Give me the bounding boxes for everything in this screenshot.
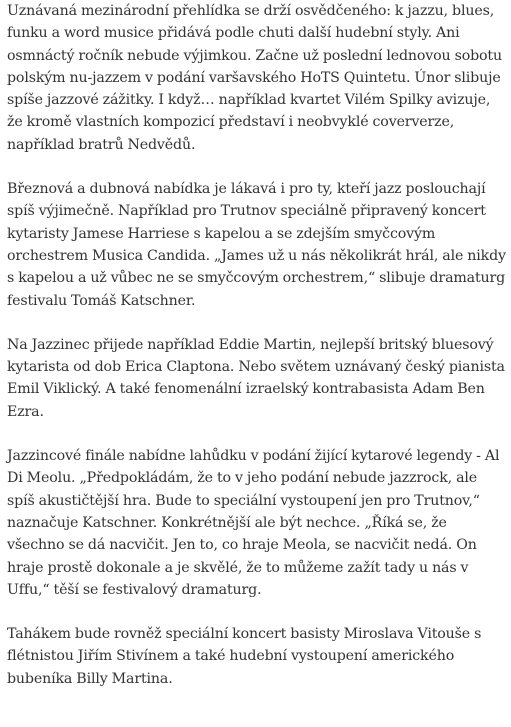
paragraph-intro: Uznávaná mezinárodní přehlídka se drží osvědčeného: k jazzu, blues, funku a word musice přidává podle chuti další hudební styly. Ani osmnáctý ročník nebude výjimkou. Začne už poslední lednovou sobotu polským nu-jazzem v podání varšavského HoTS Quintetu. Únor slibuje spíše jazzové zážitky. I když… například kvartet Vilém Spilky avizuje, že kromě vlastních kompozicí představí i neobvyklé coververze, například bratrů Nedvědů. [7, 3, 502, 153]
article-body [7, 0, 507, 690]
paragraph-march-april: Březnová a dubnová nabídka je lákavá i pro ty, kteří jazz poslouchají spíš výjimečně. Například pro Trutnov speciálně připravený koncert kytaristy Jamese Harriese s kapelou a se zdejším smyčcovým orchestrem Musica Candida. „James už u nás několikrát hrál, ale nikdy s kapelou a už vůbec ne se smyčcovým orchestrem,“ slibuje dramaturg festivalu Tomáš Katschner. [7, 181, 506, 309]
paragraph-guests: Na Jazzinec přijede například Eddie Martin, nejlepší britský bluesový kytarista od dob Erica Claptona. Nebo světem uznávaný český pianista Emil Viklický. A také fenomenální izraelský kontrabasista Adam Ben Ezra. [7, 336, 505, 420]
paragraph-finale: Jazzincové finále nabídne lahůdku v podání žijící kytarové legendy - Al Di Meolu. „Předpokládám, že to v jeho podání nebude jazzrock, ale spíš akustičtější hra. Bude to speciální vystoupení jen pro Trutnov,“ naznačuje Katschner. Konkrétnější ale být nechce. „Říká se, že všechno se dá nacvičit. Jen to, co hraje Meola, se nacvičit nedá. On hraje prostě dokonale a je skvělé, že to můžeme zažít tady u nás v Uffu,“ těší se festivalový dramaturg. [7, 448, 500, 598]
paragraph-highlight: Tahákem bude rovněž speciální koncert basisty Miroslava Vitouše s flétnistou Jiřím Stivínem a také hudební vystoupení amerického bubeníka Billy Martina. [7, 626, 482, 687]
